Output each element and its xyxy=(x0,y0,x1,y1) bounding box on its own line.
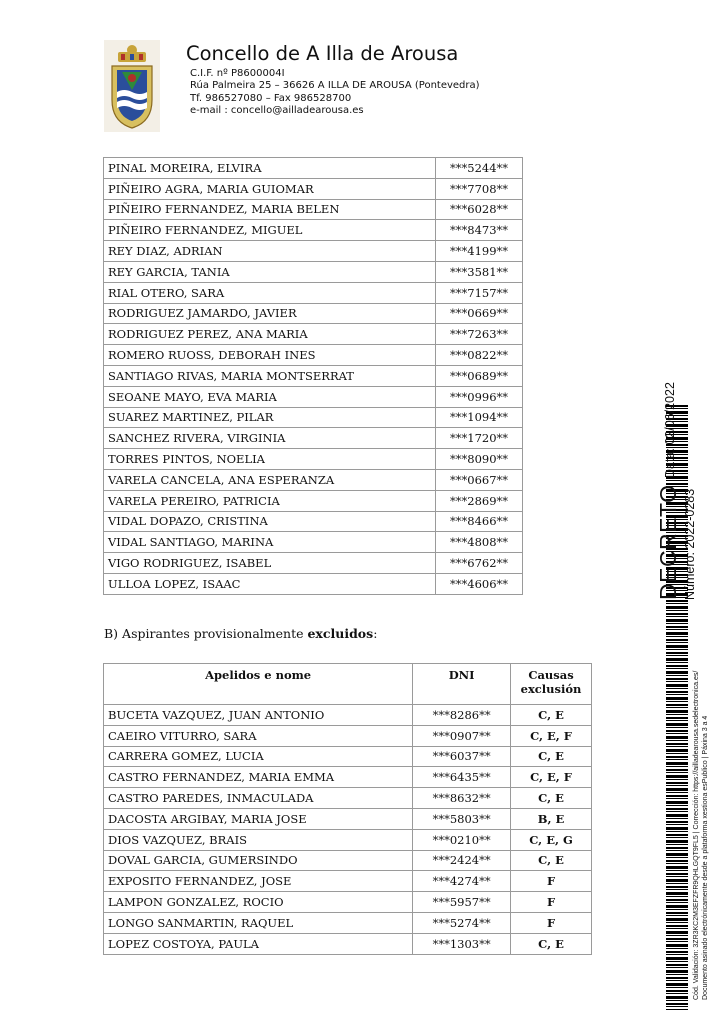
applicant-name: BUCETA VAZQUEZ, JUAN ANTONIO xyxy=(104,705,413,726)
applicant-dni: ***7157** xyxy=(436,282,523,303)
applicant-name: CARRERA GOMEZ, LUCIA xyxy=(104,746,413,767)
applicant-name: PIÑEIRO AGRA, MARIA GUIOMAR xyxy=(104,178,436,199)
applicant-dni: ***1720** xyxy=(436,428,523,449)
municipality-title: Concello de A Illa de Arousa xyxy=(186,42,459,65)
exclusion-causes: C, E xyxy=(511,933,592,954)
applicant-name: LONGO SANMARTIN, RAQUEL xyxy=(104,912,413,933)
applicant-name: REY DIAZ, ADRIAN xyxy=(104,241,436,262)
applicant-dni: ***8466** xyxy=(436,511,523,532)
table-row xyxy=(104,199,523,220)
table-row xyxy=(104,178,523,199)
applicant-name: DOVAL GARCIA, GUMERSINDO xyxy=(104,850,413,871)
exclusion-causes: C, E, G xyxy=(511,829,592,850)
decree-number: Número: 2022-0283 xyxy=(683,488,697,600)
table-row xyxy=(104,705,592,726)
applicant-dni: ***7263** xyxy=(436,324,523,345)
applicant-name: RODRIGUEZ PEREZ, ANA MARIA xyxy=(104,324,436,345)
excluded-emphasis: excluidos xyxy=(307,626,374,641)
applicant-name: CAEIRO VITURRO, SARA xyxy=(104,725,413,746)
table-row xyxy=(104,303,523,324)
applicant-dni: ***5244** xyxy=(436,158,523,179)
admitted-table-body xyxy=(104,158,523,595)
applicant-dni: ***0996** xyxy=(436,386,523,407)
table-row xyxy=(104,933,592,954)
applicant-dni: ***6037** xyxy=(413,746,511,767)
table-row xyxy=(104,365,523,386)
applicant-dni: ***5957** xyxy=(413,892,511,913)
table-row xyxy=(104,892,592,913)
exclusion-causes: C, E xyxy=(511,788,592,809)
applicant-name: SUAREZ MARTINEZ, PILAR xyxy=(104,407,436,428)
table-row xyxy=(104,746,592,767)
table-row xyxy=(104,449,523,470)
applicant-dni: ***0667** xyxy=(436,469,523,490)
applicant-dni: ***8286** xyxy=(413,705,511,726)
applicant-dni: ***8632** xyxy=(413,788,511,809)
applicant-name: PINAL MOREIRA, ELVIRA xyxy=(104,158,436,179)
applicant-dni: ***0689** xyxy=(436,365,523,386)
header-dni: DNI xyxy=(413,664,511,705)
letterhead xyxy=(104,40,524,132)
applicant-name: EXPOSITO FERNANDEZ, JOSE xyxy=(104,871,413,892)
table-row xyxy=(104,912,592,933)
applicant-dni: ***0907** xyxy=(413,725,511,746)
tax-id: C.I.F. nº P8600004I xyxy=(190,68,285,79)
table-row xyxy=(104,871,592,892)
applicant-name: VARELA PEREIRO, PATRICIA xyxy=(104,490,436,511)
excluded-table-header xyxy=(104,664,592,705)
contact-email: e-mail : concello@ailladearousa.es xyxy=(190,105,364,117)
exclusion-causes: F xyxy=(511,912,592,933)
table-row xyxy=(104,788,592,809)
applicant-name: CASTRO PAREDES, INMACULADA xyxy=(104,788,413,809)
exclusion-causes: C, E, F xyxy=(511,767,592,788)
header-causes: Causas exclusión xyxy=(511,664,592,705)
applicant-dni: ***2424** xyxy=(413,850,511,871)
signature-note: Documento asinado electrónicamente desde a plataforma xestiona esPublico | Páxina 3 a 4 xyxy=(702,715,709,1000)
applicant-dni: ***1094** xyxy=(436,407,523,428)
applicant-dni: ***4199** xyxy=(436,241,523,262)
applicant-dni: ***0822** xyxy=(436,345,523,366)
applicant-name: LOPEZ COSTOYA, PAULA xyxy=(104,933,413,954)
table-row xyxy=(104,220,523,241)
applicant-dni: ***5803** xyxy=(413,808,511,829)
applicant-name: PIÑEIRO FERNANDEZ, MARIA BELEN xyxy=(104,199,436,220)
applicant-name: VARELA CANCELA, ANA ESPERANZA xyxy=(104,469,436,490)
applicant-name: ULLOA LOPEZ, ISAAC xyxy=(104,573,436,594)
exclusion-causes: F xyxy=(511,871,592,892)
applicant-dni: ***4606** xyxy=(436,573,523,594)
applicant-dni: ***2869** xyxy=(436,490,523,511)
header-name: Apelidos e nome xyxy=(104,664,413,705)
applicant-name: DIOS VAZQUEZ, BRAIS xyxy=(104,829,413,850)
table-row xyxy=(104,829,592,850)
decree-date: Data: 02/06/2022 xyxy=(663,382,677,478)
table-row xyxy=(104,808,592,829)
applicant-name: REY GARCIA, TANIA xyxy=(104,261,436,282)
applicant-dni: ***4808** xyxy=(436,532,523,553)
excluded-table-body xyxy=(104,705,592,955)
exclusion-causes: B, E xyxy=(511,808,592,829)
section-b-heading: B) Aspirantes provisionalmente excluidos: xyxy=(104,626,378,641)
applicant-name: VIGO RODRIGUEZ, ISABEL xyxy=(104,553,436,574)
applicant-dni: ***8090** xyxy=(436,449,523,470)
applicant-dni: ***4274** xyxy=(413,871,511,892)
applicant-name: LAMPON GONZALEZ, ROCIO xyxy=(104,892,413,913)
applicant-name: RODRIGUEZ JAMARDO, JAVIER xyxy=(104,303,436,324)
table-row xyxy=(104,469,523,490)
applicant-dni: ***6028** xyxy=(436,199,523,220)
applicant-name: RIAL OTERO, SARA xyxy=(104,282,436,303)
table-row xyxy=(104,324,523,345)
applicant-dni: ***0669** xyxy=(436,303,523,324)
applicant-name: SEOANE MAYO, EVA MARIA xyxy=(104,386,436,407)
applicant-name: CASTRO FERNANDEZ, MARIA EMMA xyxy=(104,767,413,788)
table-row xyxy=(104,767,592,788)
applicant-name: SANTIAGO RIVAS, MARIA MONTSERRAT xyxy=(104,365,436,386)
applicant-name: ROMERO RUOSS, DEBORAH INES xyxy=(104,345,436,366)
table-row xyxy=(104,282,523,303)
table-row xyxy=(104,511,523,532)
table-row xyxy=(104,725,592,746)
exclusion-causes: C, E xyxy=(511,705,592,726)
phone-fax: Tf. 986527080 – Fax 986528700 xyxy=(190,92,352,104)
table-row xyxy=(104,386,523,407)
table-row xyxy=(104,345,523,366)
applicant-dni: ***0210** xyxy=(413,829,511,850)
table-row xyxy=(104,261,523,282)
validation-code: Cód. Validación: 3ZR3KC2M3EFZFR9QHLGQT9FL5 | Corrección: https://ailladearousa.sedelectronica.es/ xyxy=(693,670,700,1000)
applicant-dni: ***1303** xyxy=(413,933,511,954)
table-row xyxy=(104,850,592,871)
applicant-dni: ***7708** xyxy=(436,178,523,199)
exclusion-causes: F xyxy=(511,892,592,913)
table-row xyxy=(104,428,523,449)
applicant-name: PIÑEIRO FERNANDEZ, MIGUEL xyxy=(104,220,436,241)
exclusion-causes: C, E xyxy=(511,850,592,871)
applicant-dni: ***5274** xyxy=(413,912,511,933)
applicant-name: VIDAL SANTIAGO, MARINA xyxy=(104,532,436,553)
table-row xyxy=(104,490,523,511)
applicant-name: SANCHEZ RIVERA, VIRGINIA xyxy=(104,428,436,449)
table-row xyxy=(104,532,523,553)
table-row xyxy=(104,241,523,262)
exclusion-causes: C, E xyxy=(511,746,592,767)
table-row xyxy=(104,407,523,428)
table-row xyxy=(104,158,523,179)
postal-address: Rúa Palmeira 25 – 36626 A ILLA DE AROUSA (Pontevedra) xyxy=(190,80,480,92)
applicant-dni: ***6762** xyxy=(436,553,523,574)
applicant-dni: ***6435** xyxy=(413,767,511,788)
applicant-name: VIDAL DOPAZO, CRISTINA xyxy=(104,511,436,532)
admitted-table xyxy=(103,157,523,595)
table-row xyxy=(104,553,523,574)
decree-label: DECRETO xyxy=(655,484,681,600)
applicant-dni: ***8473** xyxy=(436,220,523,241)
applicant-name: DACOSTA ARGIBAY, MARIA JOSE xyxy=(104,808,413,829)
table-row xyxy=(104,573,523,594)
excluded-table xyxy=(103,663,592,955)
applicant-dni: ***3581** xyxy=(436,261,523,282)
coat-of-arms-icon xyxy=(104,40,160,132)
exclusion-causes: C, E, F xyxy=(511,725,592,746)
applicant-name: TORRES PINTOS, NOELIA xyxy=(104,449,436,470)
